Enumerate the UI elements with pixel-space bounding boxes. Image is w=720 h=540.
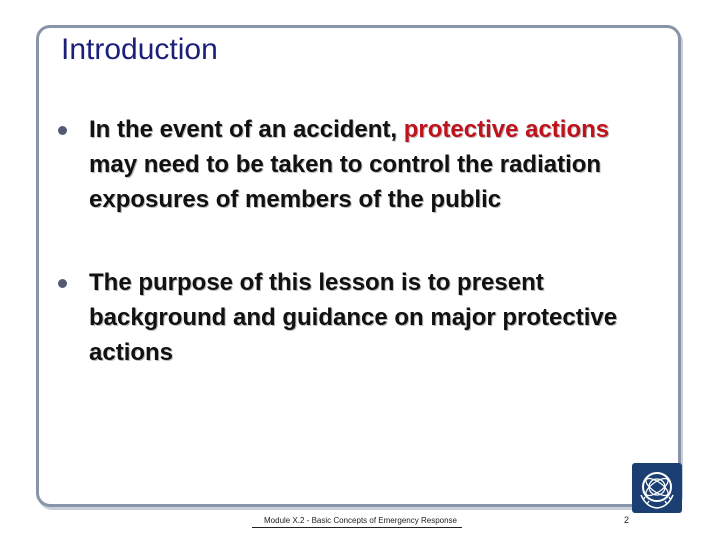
slide-title: Introduction — [61, 33, 218, 66]
bullet-item-purpose — [58, 265, 658, 370]
bullet-text-part1: In the event of an accident, — [89, 116, 404, 143]
footer-module-label: Module X.2 - Basic Concepts of Emergency Response — [264, 516, 457, 525]
bullet-list — [58, 112, 658, 370]
iaea-logo-icon — [632, 463, 682, 513]
footer-divider — [252, 527, 462, 528]
page-number: 2 — [624, 515, 630, 525]
bullet-item-accident — [58, 112, 658, 217]
bullet-text-purpose: The purpose of this lesson is to present background and guidance on major protective actions — [89, 269, 618, 366]
bullet-highlight-protective-actions: protective actions — [403, 116, 610, 143]
bullet-dot-icon — [58, 126, 67, 135]
bullet-dot-icon — [58, 279, 67, 288]
bullet-text-part2: may need to be taken to control the radiation exposures of members of the public — [89, 151, 602, 213]
